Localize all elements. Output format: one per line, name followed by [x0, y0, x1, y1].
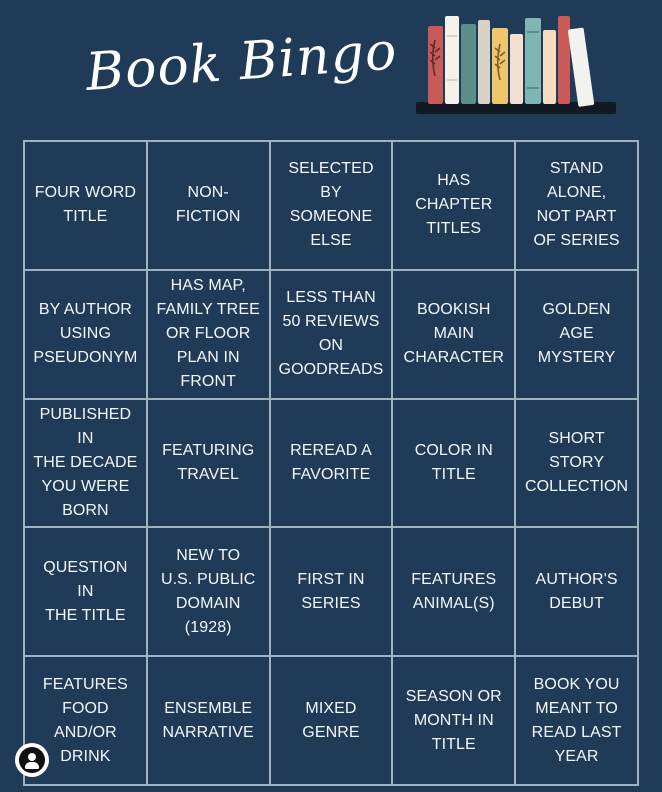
bingo-cell: HAS MAP, FAMILY TREE OR FLOOR PLAN IN FRONT — [148, 271, 271, 400]
bingo-cell: PUBLISHED IN THE DECADE YOU WERE BORN — [25, 400, 148, 529]
bingo-cell: FOUR WORD TITLE — [25, 142, 148, 271]
avatar-head — [28, 753, 36, 761]
bingo-cell: QUESTION IN THE TITLE — [25, 528, 148, 657]
bingo-grid — [23, 140, 639, 786]
bingo-cell: NEW TO U.S. PUBLIC DOMAIN (1928) — [148, 528, 271, 657]
bingo-cell: BY AUTHOR USING PSEUDONYM — [25, 271, 148, 400]
bingo-cell: COLOR IN TITLE — [393, 400, 516, 529]
books-on-shelf-icon — [412, 10, 622, 120]
bingo-cell: SELECTED BY SOMEONE ELSE — [271, 142, 394, 271]
bingo-cell: SHORT STORY COLLECTION — [516, 400, 639, 529]
bingo-cell: ENSEMBLE NARRATIVE — [148, 657, 271, 786]
bingo-cell: MIXED GENRE — [271, 657, 394, 786]
avatar-body — [25, 762, 39, 769]
bingo-cell: FEATURES ANIMAL(S) — [393, 528, 516, 657]
bingo-cell: LESS THAN 50 REVIEWS ON GOODREADS — [271, 271, 394, 400]
bingo-cell: FEATURING TRAVEL — [148, 400, 271, 529]
bingo-cell: NON- FICTION — [148, 142, 271, 271]
bingo-cell: BOOK YOU MEANT TO READ LAST YEAR — [516, 657, 639, 786]
bingo-cell: HAS CHAPTER TITLES — [393, 142, 516, 271]
bingo-cell: GOLDEN AGE MYSTERY — [516, 271, 639, 400]
page-title: Book Bingo — [83, 21, 400, 103]
bingo-cell: BOOKISH MAIN CHARACTER — [393, 271, 516, 400]
user-avatar-icon[interactable] — [15, 743, 49, 777]
bingo-cell: FIRST IN SERIES — [271, 528, 394, 657]
bingo-cell: SEASON OR MONTH IN TITLE — [393, 657, 516, 786]
bingo-cell: AUTHOR'S DEBUT — [516, 528, 639, 657]
bingo-cell: STAND ALONE, NOT PART OF SERIES — [516, 142, 639, 271]
bingo-cell: FEATURES FOOD AND/OR DRINK — [25, 657, 148, 786]
bingo-cell: REREAD A FAVORITE — [271, 400, 394, 529]
avatar-inner — [19, 747, 45, 773]
